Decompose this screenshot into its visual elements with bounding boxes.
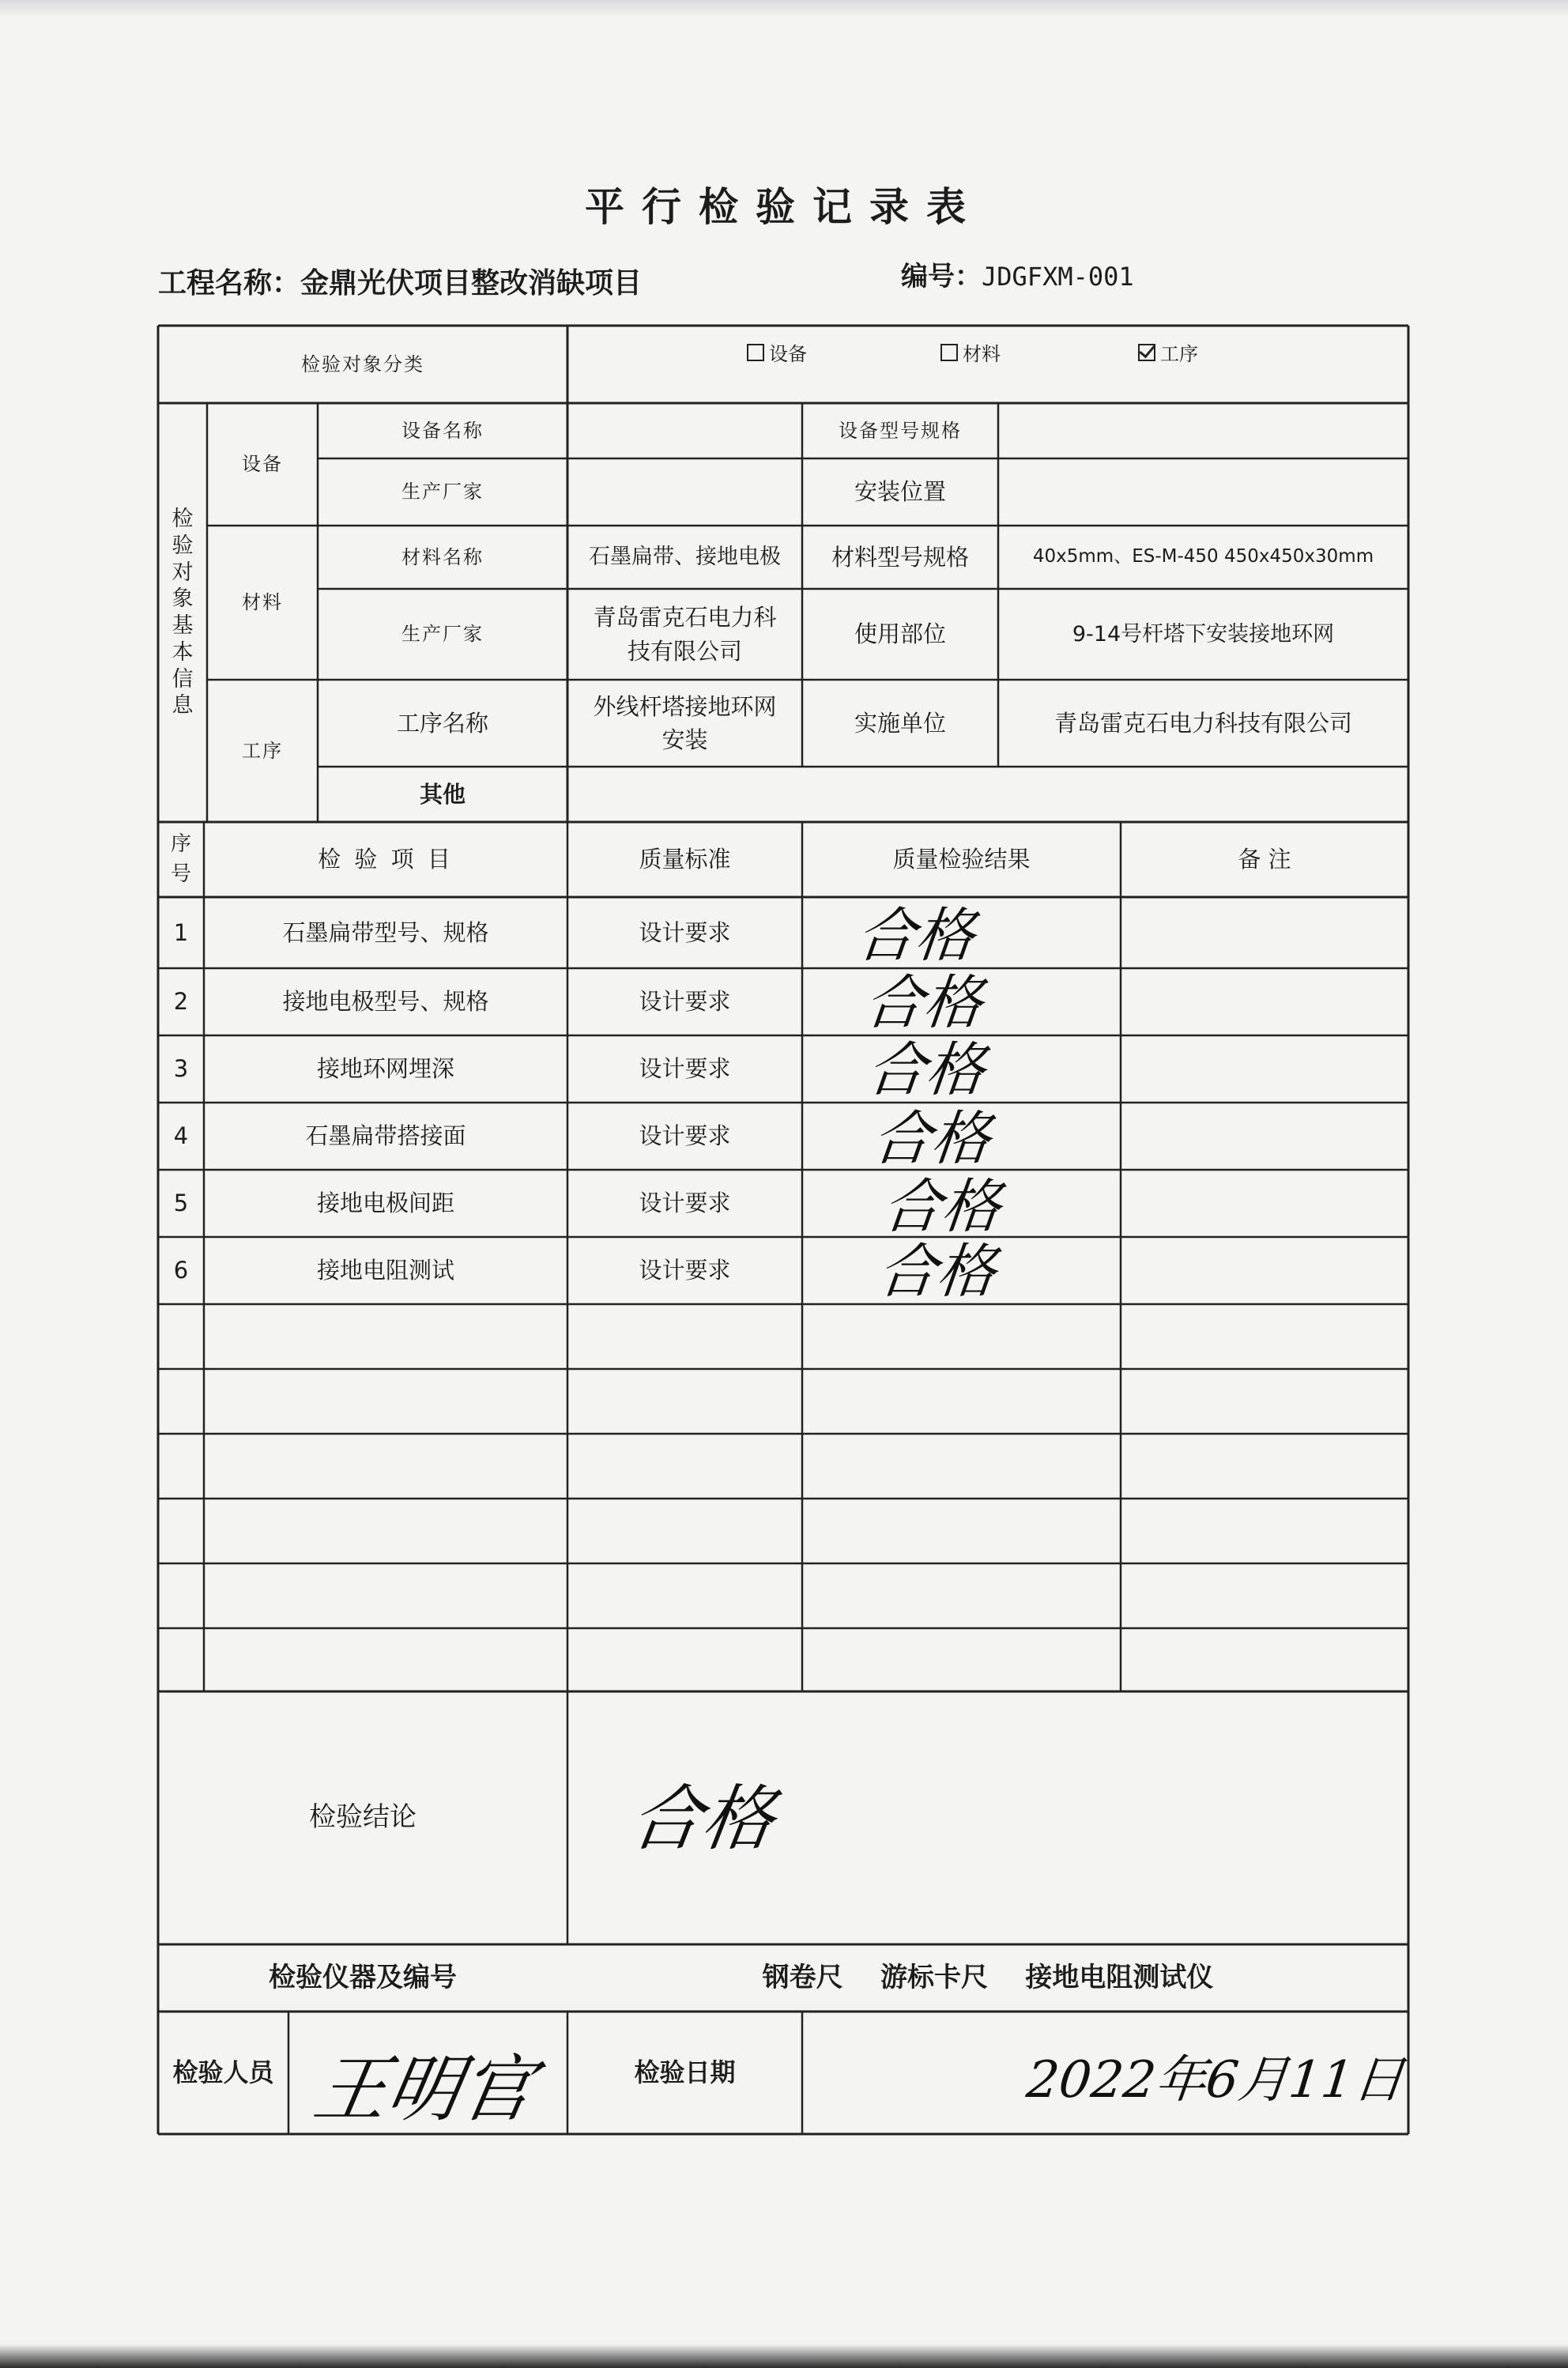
material-usage-value: 9-14号杆塔下安装接地环网 <box>1072 621 1335 647</box>
row-5-standard: 设计要求 <box>639 1190 731 1217</box>
row-4-result: 合格 <box>869 1105 993 1173</box>
row-6-result: 合格 <box>874 1238 999 1306</box>
process-name-value: 外线杆塔接地环网安装 <box>593 692 777 753</box>
checkbox-material[interactable] <box>940 344 958 361</box>
row-5-no: 5 <box>173 1190 189 1217</box>
instruments-value: 钢卷尺 游标卡尺 接地电阻测试仪 <box>762 1961 1214 1993</box>
process-unit-value: 青岛雷克石电力科技有限公司 <box>1054 709 1352 737</box>
document-number-value: JDGFXM-001 <box>982 262 1134 292</box>
row-6-item: 接地电阻测试 <box>316 1257 454 1284</box>
equipment-location-value <box>998 458 1408 526</box>
equipment-name-label: 设备名称 <box>401 419 484 442</box>
checkbox-process[interactable] <box>1138 344 1155 361</box>
category-option-process[interactable] <box>1138 338 1198 366</box>
category-option-material-label: 材料 <box>963 343 1001 365</box>
category-option-material[interactable] <box>940 338 1001 366</box>
other-value <box>567 767 1408 822</box>
material-model-value: 40x5mm、ES-M-450 450x450x30mm <box>1032 546 1374 567</box>
header-no: 序号 <box>170 831 191 886</box>
equipment-model-value <box>998 403 1408 458</box>
equipment-location-label: 安装位置 <box>854 478 946 506</box>
category-label: 检验对象分类 <box>301 353 424 375</box>
inspector-signature: 王明官 <box>307 2047 541 2132</box>
conclusion-value: 合格 <box>625 1778 780 1861</box>
row-2-result: 合格 <box>861 969 986 1037</box>
row-1-item: 石墨扁带型号、规格 <box>282 918 489 946</box>
row-3-standard: 设计要求 <box>639 1055 731 1083</box>
row-3-note <box>1121 1035 1408 1103</box>
row-2-standard: 设计要求 <box>639 988 731 1016</box>
row-2-no: 2 <box>173 988 189 1016</box>
header-standard: 质量标准 <box>639 846 731 873</box>
equipment-model-label: 设备型号规格 <box>839 419 962 442</box>
material-usage-label: 使用部位 <box>854 620 946 648</box>
project-name: 工程名称：金鼎光伏项目整改消缺项目 <box>158 266 643 300</box>
row-1-standard: 设计要求 <box>639 918 731 946</box>
category-option-process-label: 工序 <box>1160 343 1198 365</box>
row-2-item: 接地电极型号、规格 <box>282 988 489 1016</box>
category-option-equipment-label: 设备 <box>769 343 807 365</box>
process-name-label: 工序名称 <box>396 709 488 737</box>
other-label: 其他 <box>419 780 466 808</box>
row-4-item: 石墨扁带搭接面 <box>305 1122 466 1150</box>
material-name-value: 石墨扁带、接地电极 <box>589 545 781 570</box>
row-1-result: 合格 <box>853 902 978 970</box>
page-title: 平行检验记录表 <box>585 183 983 230</box>
inspector-label: 检验人员 <box>172 2057 274 2088</box>
conclusion-label: 检验结论 <box>309 1801 416 1834</box>
equipment-label: 设备 <box>242 453 283 476</box>
row-4-no: 4 <box>173 1122 189 1150</box>
header-note: 备 注 <box>1238 846 1291 873</box>
material-label: 材料 <box>242 591 283 614</box>
material-name-label: 材料名称 <box>401 545 484 568</box>
basic-info-group-label: 检验对象基本信息 <box>172 507 194 718</box>
process-label: 工序 <box>242 739 283 762</box>
row-6-note <box>1121 1237 1408 1304</box>
row-6-no: 6 <box>173 1257 189 1284</box>
header-item: 检 验 项 目 <box>318 846 454 873</box>
category-option-equipment[interactable] <box>747 338 807 366</box>
material-manufacturer-value: 青岛雷克石电力科技有限公司 <box>593 604 777 665</box>
equipment-name-value <box>567 403 802 458</box>
row-5-result: 合格 <box>879 1173 1004 1241</box>
row-5-note <box>1121 1170 1408 1237</box>
document-number-label: 编号： <box>901 261 982 292</box>
instruments-label: 检验仪器及编号 <box>269 1961 457 1993</box>
row-3-no: 3 <box>173 1055 189 1083</box>
row-5-item: 接地电极间距 <box>316 1190 454 1217</box>
header-result: 质量检验结果 <box>892 846 1031 873</box>
date-label: 检验日期 <box>634 2057 736 2088</box>
row-4-note <box>1121 1103 1408 1170</box>
row-4-standard: 设计要求 <box>639 1122 731 1150</box>
equipment-manufacturer-value <box>567 458 802 526</box>
row-1-note <box>1121 897 1408 968</box>
row-2-note <box>1121 968 1408 1035</box>
row-3-item: 接地环网埋深 <box>316 1055 454 1083</box>
row-1-no: 1 <box>173 918 189 946</box>
material-manufacturer-label: 生产厂家 <box>401 623 484 646</box>
row-6-standard: 设计要求 <box>639 1257 731 1284</box>
process-unit-label: 实施单位 <box>854 709 946 737</box>
material-model-label: 材料型号规格 <box>831 543 969 571</box>
checkbox-equipment[interactable] <box>747 344 764 361</box>
date-value: 2022年6月11日 <box>1023 2051 1408 2110</box>
equipment-manufacturer-label: 生产厂家 <box>401 481 484 503</box>
row-3-result: 合格 <box>863 1036 988 1104</box>
